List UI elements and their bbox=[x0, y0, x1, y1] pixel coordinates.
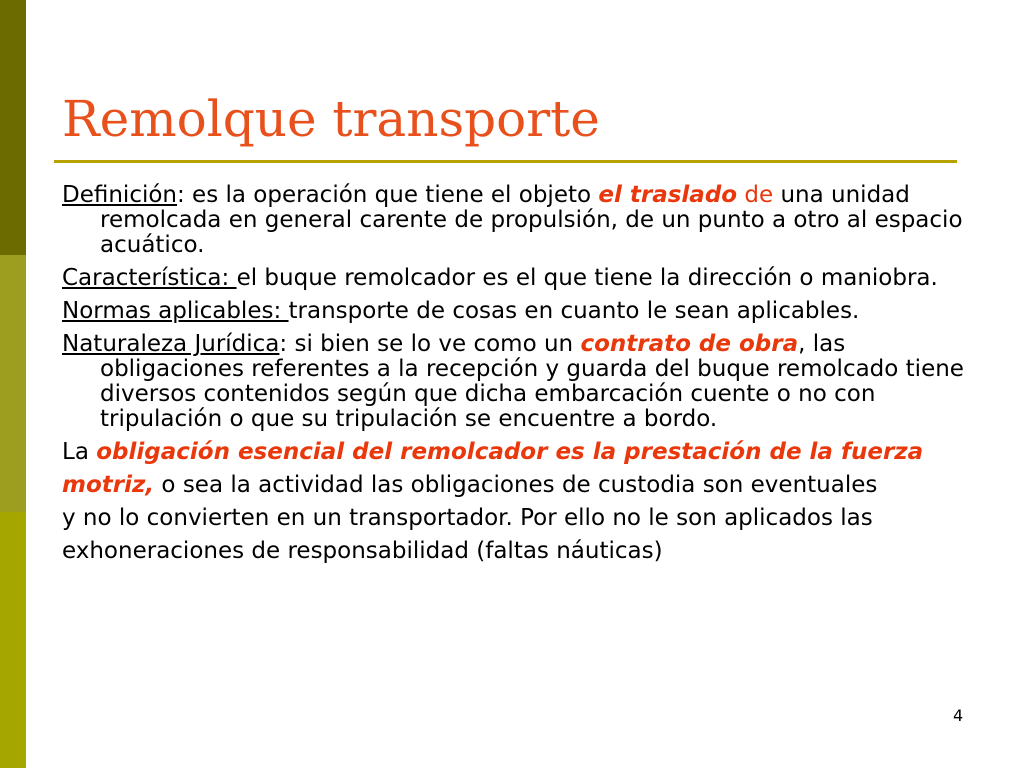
el-traslado-emphasis: el traslado bbox=[598, 182, 738, 208]
side-bar-top bbox=[0, 0, 26, 255]
motriz-emphasis: motriz, bbox=[62, 472, 155, 498]
page-number: 4 bbox=[953, 706, 964, 725]
title-underline-rule bbox=[54, 160, 957, 163]
obligacion-emphasis: obligación esencial del remolcador es la prestación de la fuerza bbox=[96, 439, 924, 465]
paragraph-transportador: y no lo convierten en un transportador. Por ello no le son aplicados las bbox=[62, 505, 873, 531]
paragraph-naturaleza: Naturaleza Jurídica: si bien se lo ve como un contrato de obra, las obligaciones referentes a la recepción y guarda del buque remolcado tiene diversos contenidos según que dicha embarcación cuente o no con tripulación o que su tripulación se encuentre a bordo. bbox=[62, 331, 964, 432]
normas-label: Normas aplicables: bbox=[62, 298, 289, 324]
contrato-de-obra-emphasis: contrato de obra bbox=[580, 331, 799, 357]
paragraph-motriz: motriz, o sea la actividad las obligaciones de custodia son eventuales bbox=[62, 472, 878, 498]
paragraph-normas: Normas aplicables: transporte de cosas en cuanto le sean aplicables. bbox=[62, 298, 860, 324]
slide-body bbox=[62, 183, 972, 572]
naturaleza-label: Naturaleza Jurídica bbox=[62, 331, 280, 357]
paragraph-exhoneraciones: exhoneraciones de responsabilidad (faltas náuticas) bbox=[62, 538, 663, 564]
side-bar-bottom bbox=[0, 512, 26, 768]
paragraph-caracteristica: Característica: el buque remolcador es el que tiene la dirección o maniobra. bbox=[62, 265, 938, 291]
caracteristica-label: Característica: bbox=[62, 265, 237, 291]
definicion-label: Definición bbox=[62, 182, 177, 208]
paragraph-obligacion: La obligación esencial del remolcador es la prestación de la fuerza bbox=[62, 439, 924, 465]
side-bar-middle bbox=[0, 255, 26, 512]
paragraph-definicion: Definición: es la operación que tiene el objeto el traslado de una unidad remolcada en general carente de propulsión, de un punto a otro al espacio acuático. bbox=[62, 182, 963, 258]
slide-title: Remolque transporte bbox=[62, 90, 600, 148]
